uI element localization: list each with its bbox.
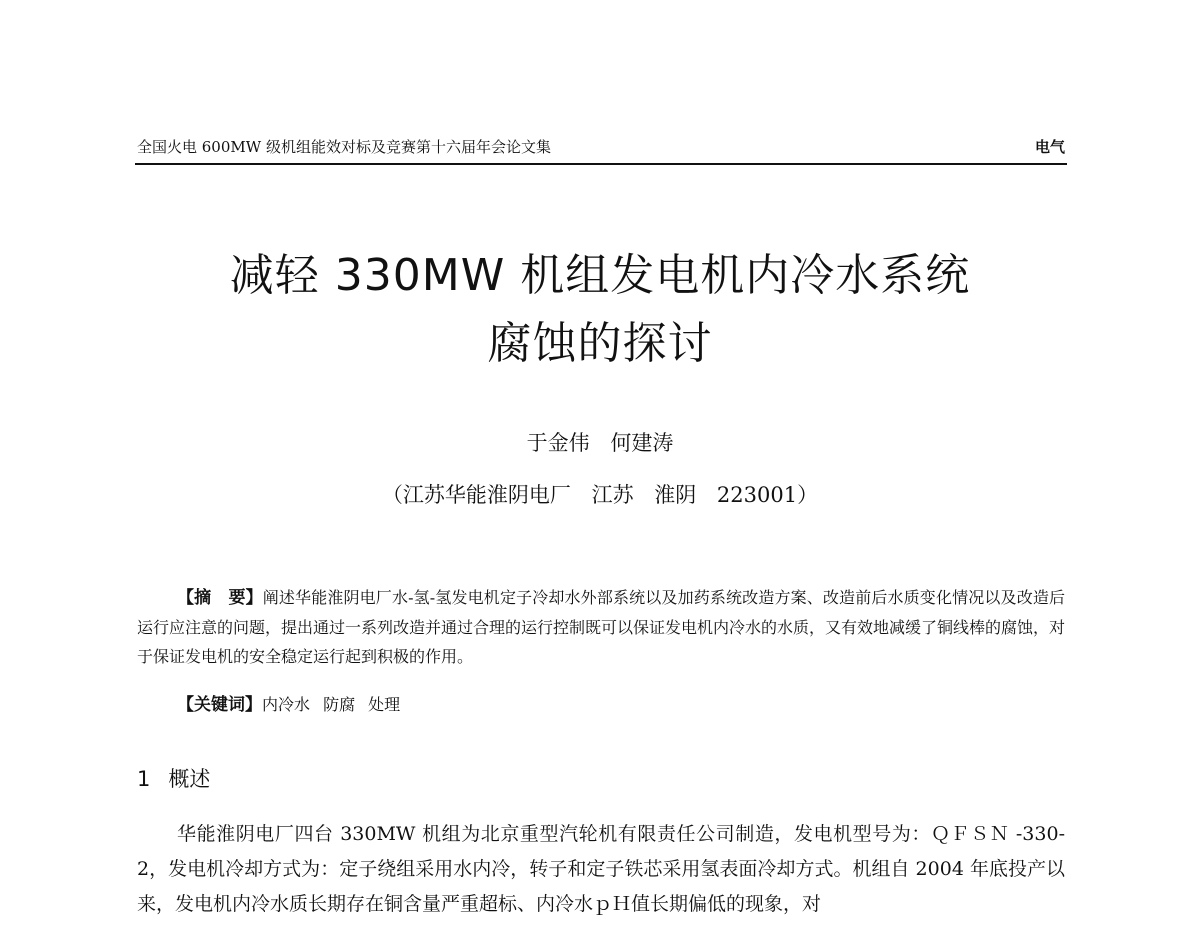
- keywords: [177, 691, 1057, 719]
- keywords-text: 内冷水 防腐 处理: [262, 695, 401, 714]
- section-heading: [137, 764, 210, 794]
- section-number: 1: [137, 767, 151, 791]
- body-paragraph: 华能淮阴电厂四台 330MW 机组为北京重型汽轮机有限责任公司制造，发电机型号为：ＱＦＳＮ -330-2，发电机冷却方式为：定子绕组采用水内冷，转子和定子铁芯采用氢表面冷却方式。机组自 2004 年底投产以来，发电机内冷水质长期存在铜含量严重超标、内冷水ｐＨ值长期偏低的现象，对: [137, 823, 1065, 915]
- paper-title-line-1: 减轻 330MW 机组发电机内冷水系统: [229, 250, 971, 301]
- abstract-label: 【摘 要】: [177, 588, 263, 608]
- abstract-text: 阐述华能淮阴电厂水-氢-氢发电机定子冷却水外部系统以及加药系统改造方案、改造前后水质变化情况以及改造后运行应注意的问题，提出通过一系列改造并通过合理的运行控制既可以保证发电机内冷水的水质，又有效地减缓了铜线棒的腐蚀，对于保证发电机的安全稳定运行起到积极的作用。: [137, 588, 1066, 666]
- paper-title-line-2: 腐蚀的探讨: [487, 318, 713, 369]
- abstract: [137, 583, 1065, 671]
- section-title: 概述: [168, 767, 211, 791]
- author-list: 于金伟 何建涛: [526, 431, 674, 455]
- header-rule: [135, 163, 1067, 165]
- keywords-label: 【关键词】: [177, 695, 262, 715]
- body-text: [137, 817, 1065, 922]
- section-label: 电气: [1034, 138, 1065, 156]
- proceedings-title: 全国火电 600MW 级机组能效对标及竞赛第十六届年会论文集: [137, 138, 551, 156]
- affiliation: （江苏华能淮阴电厂 江苏 淮阴 223001）: [381, 483, 819, 507]
